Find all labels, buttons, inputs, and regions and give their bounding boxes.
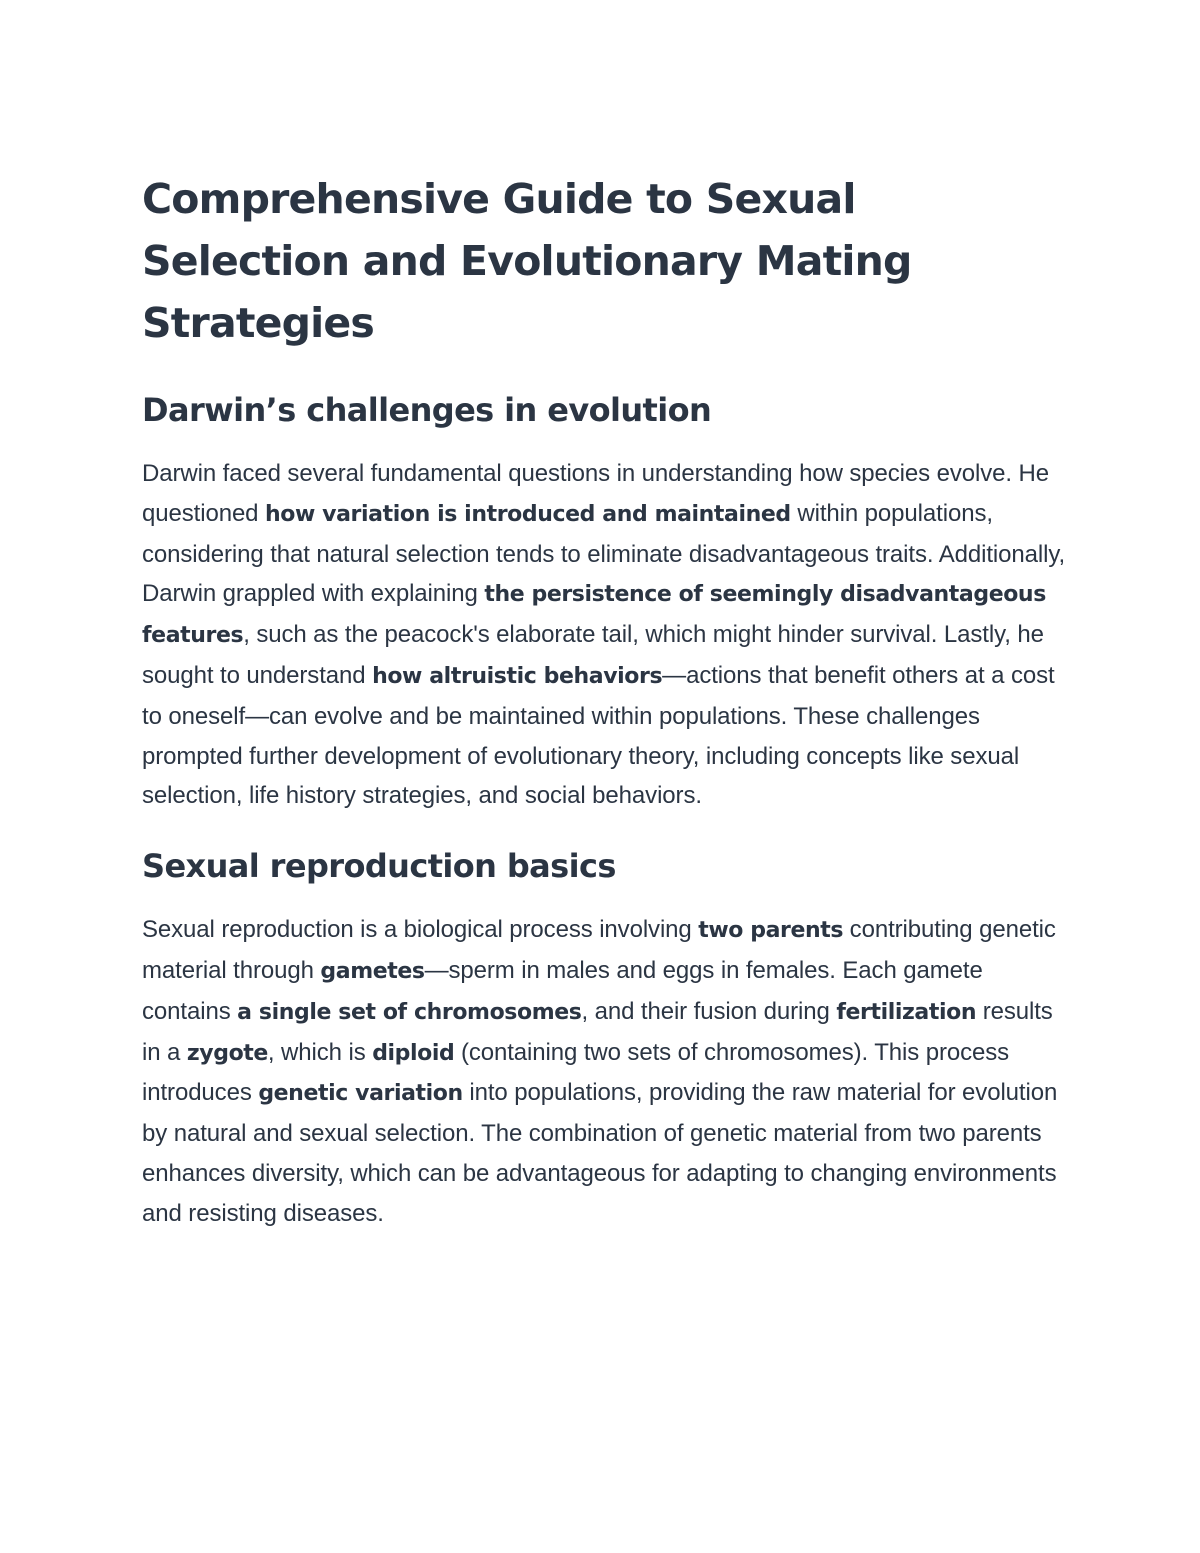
bold-text-run: genetic variation [258,1081,463,1107]
text-run: , which is [267,1038,373,1066]
section-darwins-challenges [142,388,1067,816]
text-run: —actions that benefit others at a cost to oneself—can evolve and be maintained within populations. These challenges prompted further development of evolutionary theory, including concepts like sexual selection, life history strategies, and social behaviors. [142,661,1055,810]
section-heading: Sexual reproduction basics [142,847,616,886]
bold-text-run: gametes [320,958,425,984]
section-heading: Darwin’s challenges in evolution [142,391,712,429]
text-run: Darwin faced several fundamental questions in understanding how species evolve. He questioned [142,460,1049,527]
text-run: into populations, providing the raw material for evolution by natural and sexual selection. The combination of genetic material from two parents enhances diversity, which can be advantageous for adapting to changing environments and resisting diseases. [142,1079,1058,1227]
bold-text-run: diploid [372,1040,455,1066]
text-run: contributing genetic material through [142,916,1056,984]
bold-text-run: how variation is introduced and maintained [265,501,791,527]
bold-text-run: how altruistic behaviors [372,663,663,689]
document-page [142,168,1067,1262]
text-run: results in a [142,997,1053,1066]
bold-text-run: two parents [698,918,844,944]
text-run: Sexual reproduction is a biological process involving [142,916,699,944]
section-paragraph [142,454,1067,816]
document-title: Comprehensive Guide to Sexual Selection and Evolutionary Mating Strategies [142,175,912,347]
text-run: (containing two sets of chromosomes). This process introduces [142,1038,1010,1107]
text-run: , such as the peacock's elaborate tail, which might hinder survival. Lastly, he sought to understand [142,621,1044,689]
text-run: within populations, considering that natural selection tends to eliminate disadvantageous traits. Additionally, Darwin grappled with explaining [142,499,1066,608]
bold-text-run: zygote [186,1040,268,1066]
bold-text-run: fertilization [836,999,977,1025]
section-sexual-reproduction-basics [142,844,1067,1233]
text-run: —sperm in males and eggs in females. Each gamete contains [142,956,983,1025]
section-paragraph [142,910,1067,1233]
bold-text-run: the persistence of seemingly disadvantageous features [142,582,1046,649]
bold-text-run: a single set of chromosomes [237,999,582,1025]
text-run: , and their fusion during [581,997,837,1025]
